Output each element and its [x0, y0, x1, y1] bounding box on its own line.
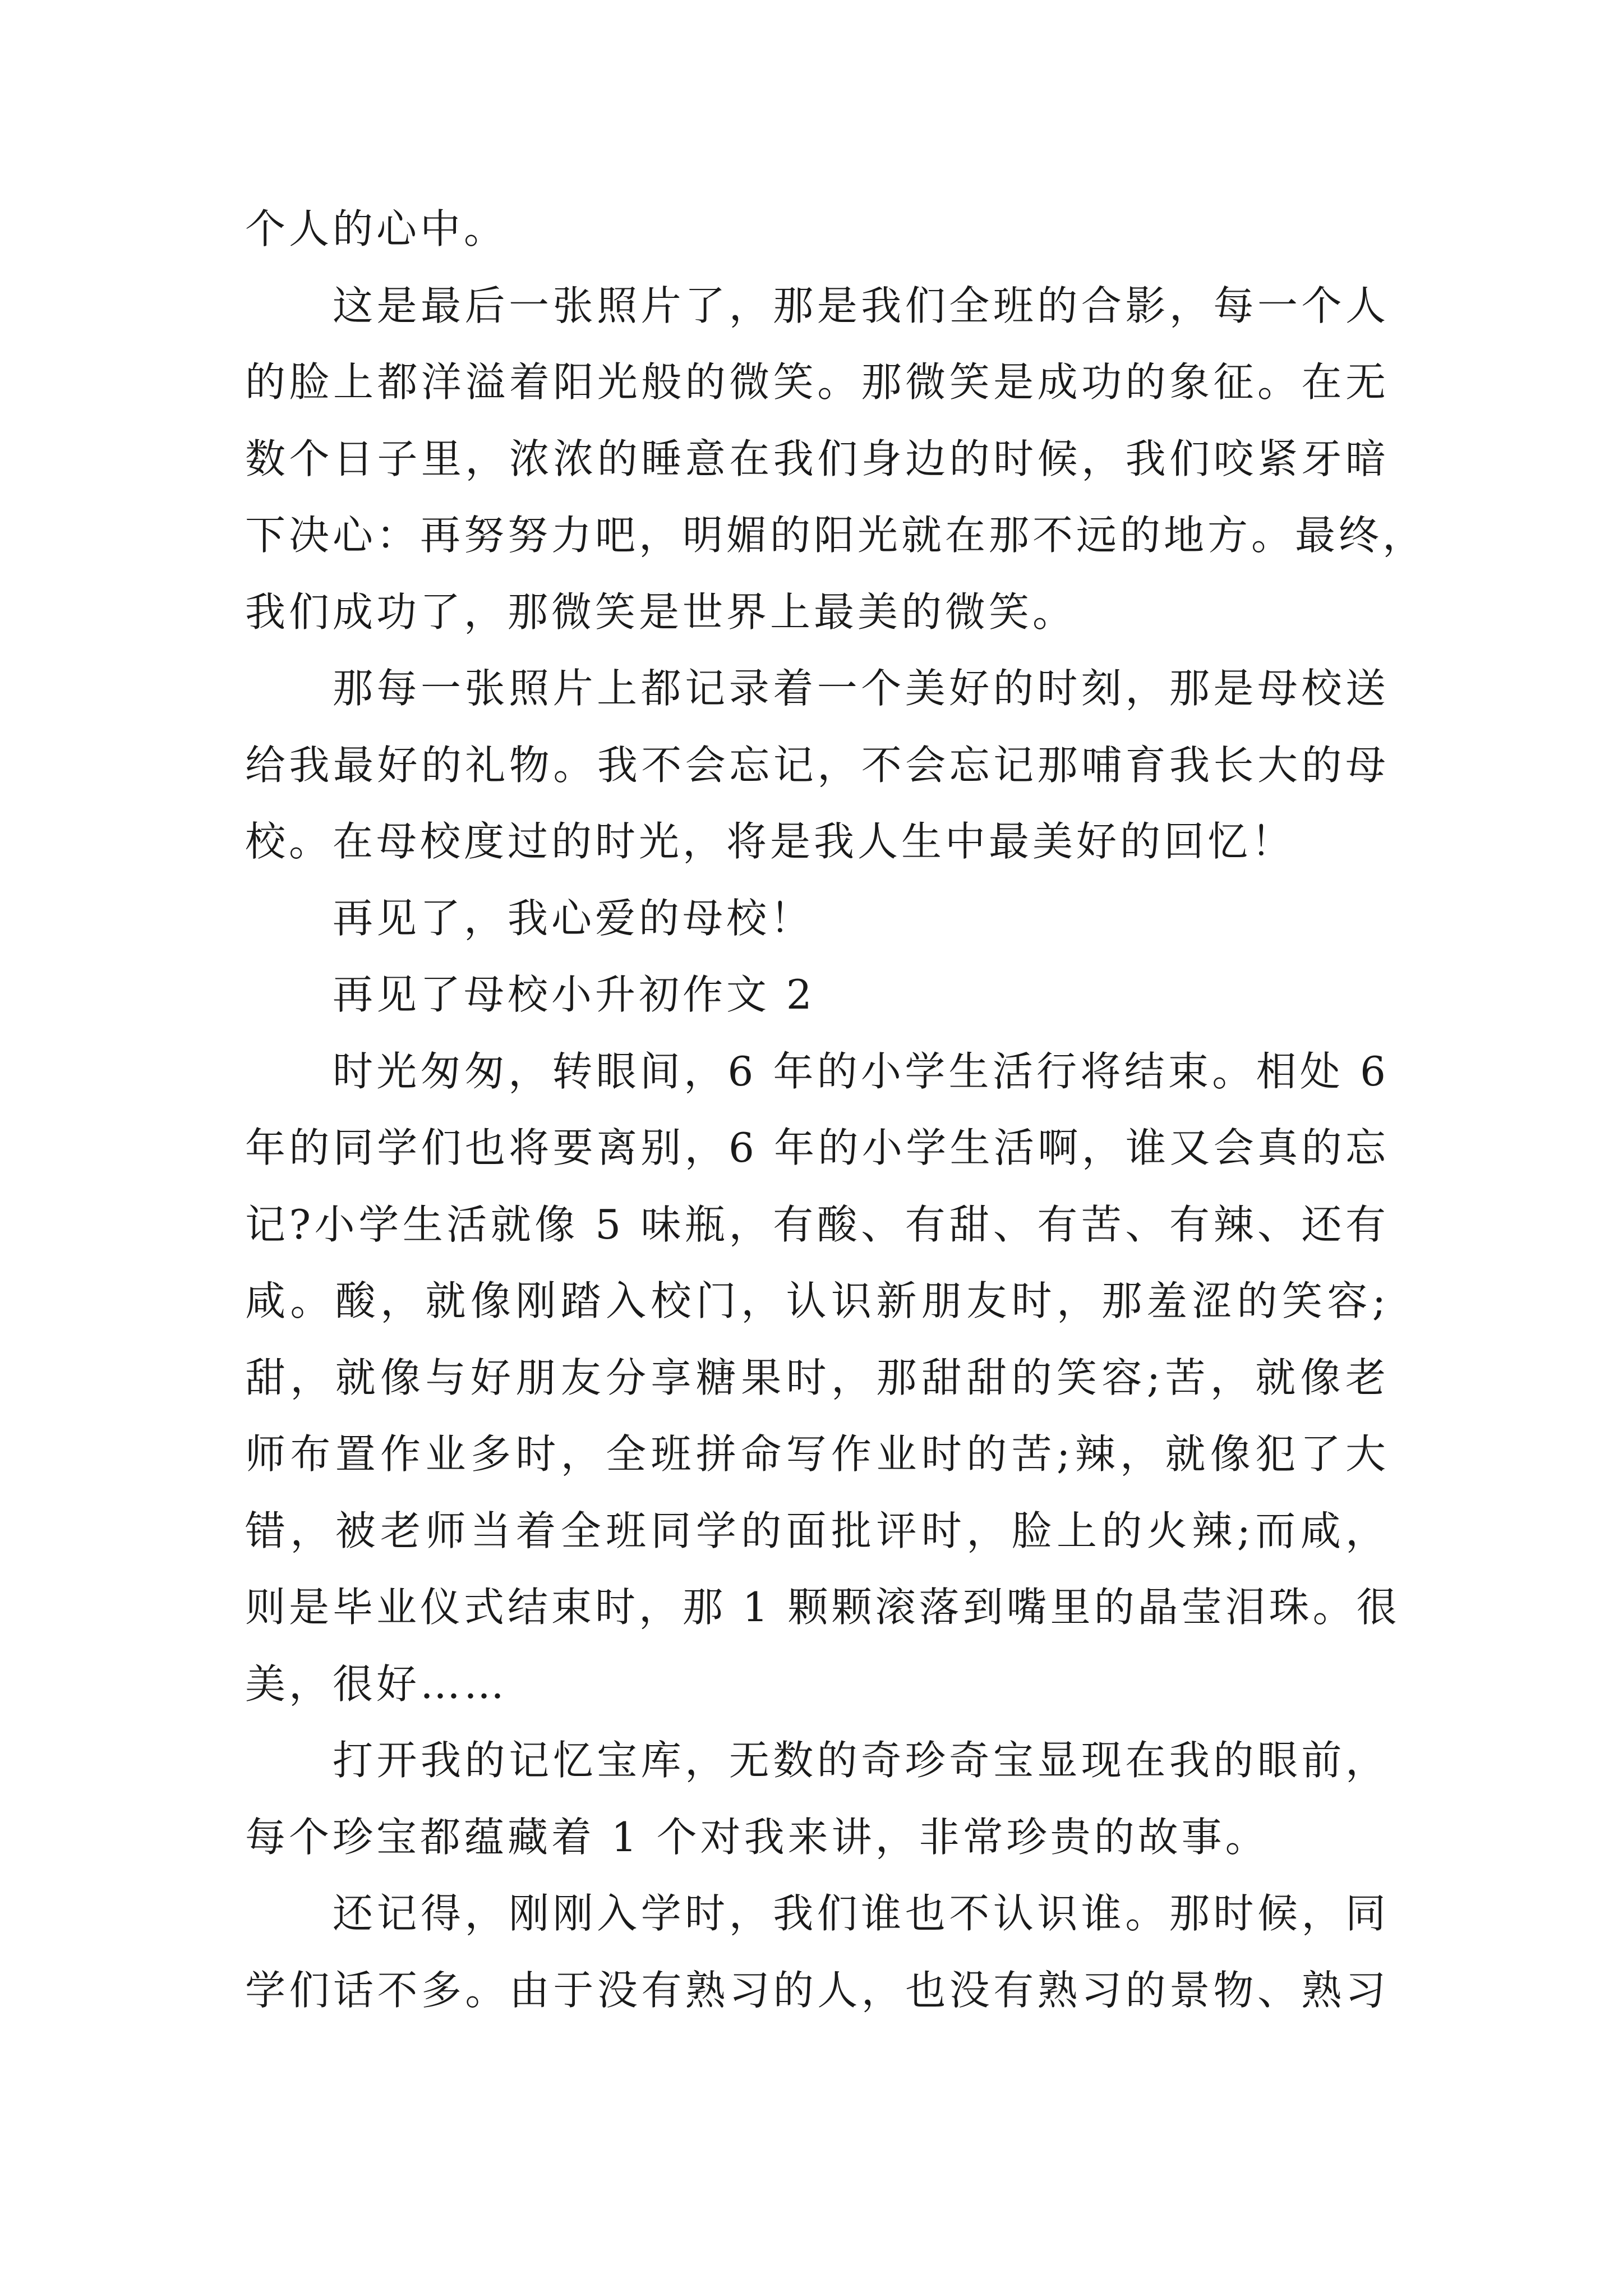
text-line: 学们话不多。由于没有熟习的人，也没有熟习的景物、熟习 — [245, 1966, 1389, 2014]
text-line: 再见了母校小升初作文 2 — [333, 971, 815, 1018]
text-line: 还记得，刚刚入学时，我们谁也不认识谁。那时候，同 — [333, 1890, 1389, 1937]
text-line: 的脸上都洋溢着阳光般的微笑。那微笑是成功的象征。在无 — [245, 358, 1389, 406]
text-line: 甜，就像与好朋友分享糖果时，那甜甜的笑容;苦，就像老 — [245, 1354, 1389, 1401]
text-line: 个人的心中。 — [245, 205, 508, 252]
text-line: 我们成功了，那微笑是世界上最美的微笑。 — [245, 588, 1077, 636]
document-body — [245, 191, 1427, 2028]
text-line: 记?小学生活就像 5 味瓶，有酸、有甜、有苦、有辣、还有 — [245, 1200, 1389, 1248]
text-line: 美，很好…… — [245, 1660, 508, 1708]
text-line: 年的同学们也将要离别，6 年的小学生活啊，谁又会真的忘 — [245, 1124, 1389, 1171]
text-line: 校。在母校度过的时光，将是我人生中最美好的回忆！ — [245, 818, 1295, 865]
text-line: 这是最后一张照片了，那是我们全班的合影，每一个人 — [333, 282, 1389, 329]
text-line: 那每一张照片上都记录着一个美好的时刻，那是母校送 — [333, 665, 1389, 712]
text-line: 下决心：再努努力吧，明媚的阳光就在那不远的地方。最终， — [245, 512, 1427, 559]
text-line: 每个珍宝都蕴藏着 1 个对我来讲，非常珍贵的故事。 — [245, 1813, 1269, 1861]
text-line: 再见了，我心爱的母校！ — [333, 894, 814, 942]
text-line: 时光匆匆，转眼间，6 年的小学生活行将结束。相处 6 — [333, 1047, 1389, 1095]
text-line: 给我最好的礼物。我不会忘记，不会忘记那哺育我长大的母 — [245, 741, 1389, 789]
text-line: 数个日子里，浓浓的睡意在我们身边的时候，我们咬紧牙暗 — [245, 435, 1389, 482]
text-line: 打开我的记忆宝库，无数的奇珍奇宝显现在我的眼前， — [333, 1737, 1389, 1784]
text-line: 咸。酸，就像刚踏入校门，认识新朋友时，那羞涩的笑容; — [245, 1277, 1389, 1324]
text-line: 错，被老师当着全班同学的面批评时，脸上的火辣;而咸， — [245, 1507, 1389, 1554]
text-line: 则是毕业仪式结束时，那 1 颗颗滚落到嘴里的晶莹泪珠。很 — [245, 1584, 1400, 1631]
text-line: 师布置作业多时，全班拼命写作业时的苦;辣，就像犯了大 — [245, 1430, 1389, 1478]
